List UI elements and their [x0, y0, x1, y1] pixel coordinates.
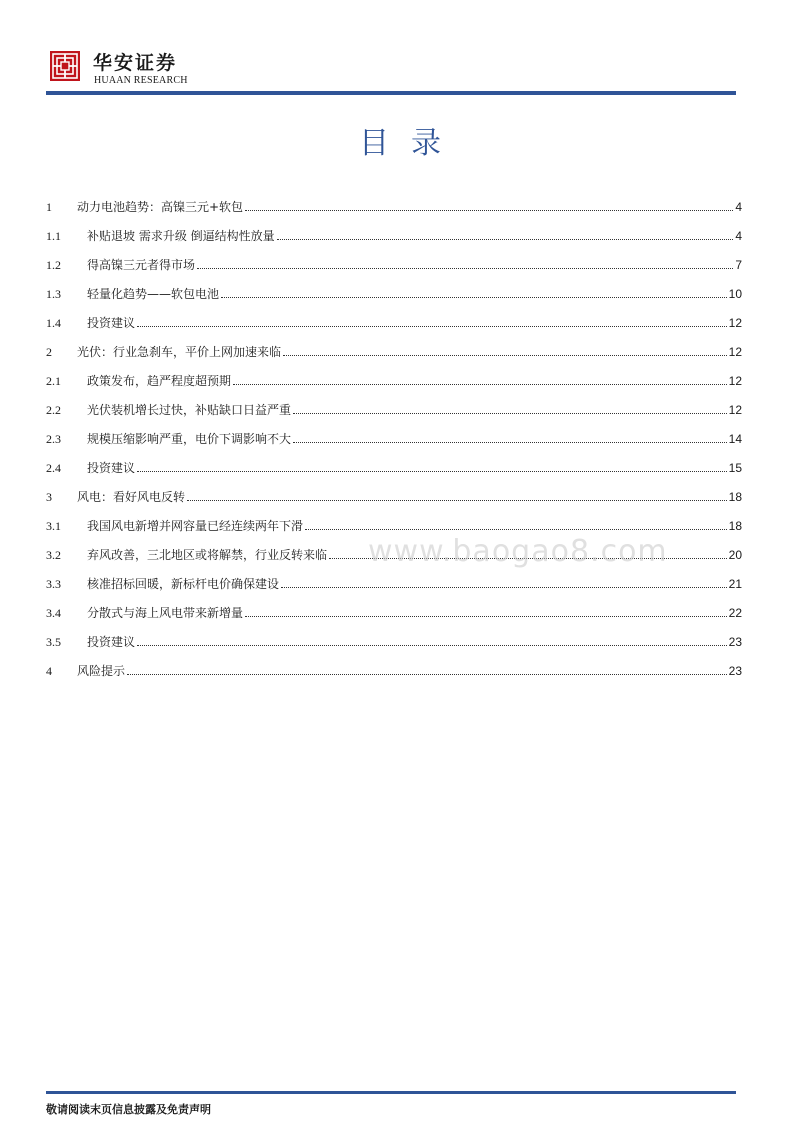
toc-leader-dots: [281, 586, 727, 588]
toc-entry-page[interactable]: 23: [728, 635, 742, 649]
toc-entry[interactable]: [46, 243, 742, 272]
toc-entry[interactable]: [46, 214, 742, 243]
toc-entry-page[interactable]: 20: [728, 548, 742, 562]
brand-name-cn: 华安证券: [93, 52, 178, 74]
brand-name-en: HUAAN RESEARCH: [94, 75, 188, 86]
toc-leader-dots: [305, 528, 727, 530]
table-of-contents: [46, 185, 742, 678]
toc-entry[interactable]: [46, 388, 742, 417]
footer-disclaimer: 敬请阅读末页信息披露及免责声明: [46, 1103, 211, 1116]
toc-entry-number: 2.1: [46, 374, 61, 388]
toc-entry-page[interactable]: 14: [728, 432, 742, 446]
toc-leader-dots: [245, 209, 733, 211]
toc-leader-dots: [283, 354, 727, 356]
toc-entry-title[interactable]: 投资建议: [87, 461, 136, 475]
toc-entry-title[interactable]: 分散式与海上风电带来新增量: [87, 606, 244, 620]
toc-leader-dots: [293, 412, 727, 414]
toc-entry-title[interactable]: 弃风改善，三北地区或将解禁，行业反转来临: [87, 548, 328, 562]
toc-entry[interactable]: [46, 504, 742, 533]
toc-entry-title[interactable]: 风电：看好风电反转: [77, 490, 186, 504]
toc-entry-title[interactable]: 轻量化趋势——软包电池: [87, 287, 220, 301]
toc-entry[interactable]: [46, 301, 742, 330]
toc-entry-page[interactable]: 18: [728, 490, 742, 504]
toc-entry-page[interactable]: 7: [735, 258, 742, 272]
toc-leader-dots: [221, 296, 727, 298]
toc-entry[interactable]: [46, 475, 742, 504]
toc-entry-number: 3.4: [46, 606, 61, 620]
toc-entry-number: 1: [46, 200, 52, 214]
toc-entry-number: 1.1: [46, 229, 61, 243]
toc-leader-dots: [137, 470, 727, 472]
header-divider: [46, 91, 736, 95]
toc-leader-dots: [127, 673, 727, 675]
toc-entry-title[interactable]: 光伏装机增长过快，补贴缺口日益严重: [87, 403, 292, 417]
toc-entry-page[interactable]: 15: [728, 461, 742, 475]
toc-entry-number: 1.2: [46, 258, 61, 272]
page-header: [0, 0, 800, 100]
toc-entry-title[interactable]: 政策发布，趋严程度超预期: [87, 374, 232, 388]
toc-entry-page[interactable]: 12: [728, 316, 742, 330]
toc-leader-dots: [137, 325, 727, 327]
toc-entry[interactable]: [46, 446, 742, 475]
huaan-logo-icon: [49, 50, 81, 82]
toc-entry-page[interactable]: 21: [728, 577, 742, 591]
toc-entry-title[interactable]: 补贴退坡 需求升级 倒逼结构性放量: [87, 229, 275, 243]
toc-entry-number: 1.4: [46, 316, 61, 330]
toc-entry-page[interactable]: 23: [728, 664, 742, 678]
toc-entry-number: 2: [46, 345, 52, 359]
toc-entry[interactable]: [46, 359, 742, 388]
watermark: www.baogao8.com: [368, 534, 668, 569]
toc-entry[interactable]: [46, 649, 742, 678]
toc-entry-title[interactable]: 投资建议: [87, 316, 136, 330]
toc-entry-page[interactable]: 12: [728, 345, 742, 359]
toc-entry-number: 2.4: [46, 461, 61, 475]
toc-entry-page[interactable]: 12: [728, 374, 742, 388]
toc-entry-title[interactable]: 风险提示: [77, 664, 126, 678]
toc-entry-title[interactable]: 核准招标回暖，新标杆电价确保建设: [87, 577, 280, 591]
toc-entry-number: 3: [46, 490, 52, 504]
toc-leader-dots: [293, 441, 727, 443]
page-title: 目录: [359, 126, 463, 161]
toc-entry-number: 3.1: [46, 519, 61, 533]
toc-entry[interactable]: [46, 591, 742, 620]
toc-entry-number: 3.3: [46, 577, 61, 591]
toc-entry-page[interactable]: 22: [728, 606, 742, 620]
toc-entry-number: 4: [46, 664, 52, 678]
toc-entry-page[interactable]: 4: [735, 200, 742, 214]
toc-entry-page[interactable]: 18: [728, 519, 742, 533]
toc-leader-dots: [197, 267, 733, 269]
toc-entry[interactable]: [46, 330, 742, 359]
toc-entry-title[interactable]: 我国风电新增并网容量已经连续两年下滑: [87, 519, 304, 533]
footer-divider: [46, 1091, 736, 1094]
toc-entry-title[interactable]: 得高镍三元者得市场: [87, 258, 196, 272]
toc-entry[interactable]: [46, 272, 742, 301]
toc-entry-number: 3.5: [46, 635, 61, 649]
toc-leader-dots: [137, 644, 727, 646]
toc-entry-page[interactable]: 12: [728, 403, 742, 417]
toc-leader-dots: [277, 238, 734, 240]
toc-entry[interactable]: [46, 417, 742, 446]
toc-leader-dots: [233, 383, 727, 385]
toc-entry[interactable]: [46, 620, 742, 649]
toc-entry-page[interactable]: 10: [728, 287, 742, 301]
toc-entry-title[interactable]: 规模压缩影响严重，电价下调影响不大: [87, 432, 292, 446]
toc-entry-page[interactable]: 4: [735, 229, 742, 243]
toc-entry-number: 3.2: [46, 548, 61, 562]
toc-leader-dots: [187, 499, 727, 501]
toc-entry-title[interactable]: 投资建议: [87, 635, 136, 649]
toc-leader-dots: [245, 615, 727, 617]
toc-entry[interactable]: [46, 185, 742, 214]
toc-entry-number: 1.3: [46, 287, 61, 301]
toc-entry-title[interactable]: 光伏：行业急刹车，平价上网加速来临: [77, 345, 282, 359]
toc-entry-number: 2.3: [46, 432, 61, 446]
toc-entry-title[interactable]: 动力电池趋势：高镍三元+软包: [77, 200, 244, 214]
toc-entry-number: 2.2: [46, 403, 61, 417]
